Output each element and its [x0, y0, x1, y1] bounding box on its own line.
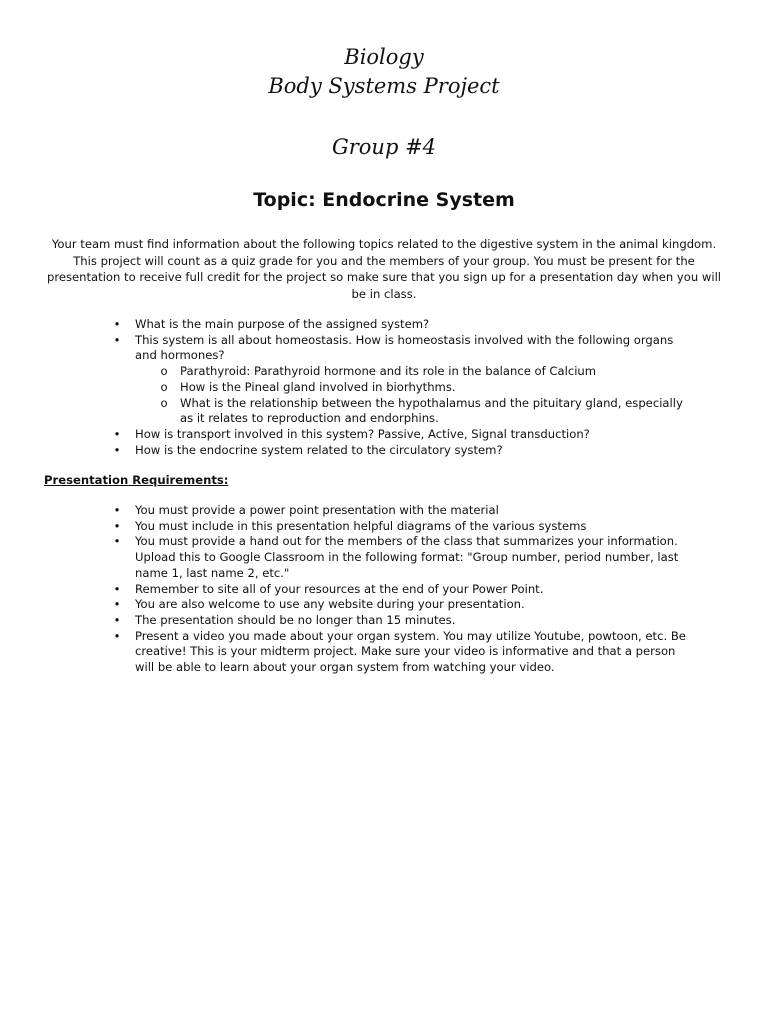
list-item [113, 332, 695, 427]
list-item [113, 628, 695, 676]
course-title: Biology [344, 45, 424, 69]
sub-question-text: How is the Pineal gland involved in biorhythms. [180, 379, 456, 394]
list-item [113, 597, 695, 613]
question-text: What is the main purpose of the assigned system? [135, 317, 430, 331]
list-item [113, 426, 695, 443]
topic-heading: Topic: Endocrine System [253, 189, 515, 211]
list-item [113, 317, 695, 333]
bullet-icon: • [113, 442, 121, 457]
hollow-bullet-icon: o [160, 379, 168, 394]
bullet-icon: • [113, 534, 121, 549]
homeostasis-sublist [160, 364, 695, 427]
bullet-icon: • [113, 581, 121, 596]
requirement-text: Remember to site all of your resources at the end of your Power Point. [135, 581, 544, 596]
bullet-icon: • [113, 612, 121, 627]
sub-question-text: Parathyroid: Parathyroid hormone and its role in the balance of Calcium [180, 364, 597, 379]
list-item [113, 518, 695, 535]
requirement-text: Present a video you made about your organ system. You may utilize Youtube, powtoon, etc. Be creative! This is your midterm project. Make sure your video is informative and that a person will be able to learn about your organ system from watching your video. [135, 628, 686, 675]
sub-list-item [160, 364, 695, 380]
question-list [113, 317, 695, 458]
bullet-icon: • [113, 518, 121, 533]
bullet-icon: • [113, 503, 121, 517]
bullet-icon: • [113, 597, 121, 612]
requirement-text: You are also welcome to use any website during your presentation. [135, 597, 525, 612]
sub-question-text: What is the relationship between the hypothalamus and the pituitary gland, especially as it relates to reproduction and endorphins. [180, 395, 683, 426]
sub-list-item [160, 395, 695, 427]
bullet-icon: • [113, 317, 121, 331]
intro-paragraph [44, 236, 724, 302]
requirement-text: You must include in this presentation helpful diagrams of the various systems [135, 518, 587, 533]
bullet-icon: • [113, 332, 121, 347]
group-number: Group #4 [331, 135, 437, 159]
question-text: This system is all about homeostasis. How is homeostasis involved with the following organs and hormones? [135, 332, 674, 363]
bullet-icon: • [113, 426, 121, 441]
list-item [113, 581, 695, 598]
list-item [113, 503, 695, 519]
bullet-icon: • [113, 628, 121, 643]
hollow-bullet-icon: o [160, 364, 168, 379]
list-item [113, 442, 695, 459]
requirement-text: The presentation should be no longer than 15 minutes. [135, 612, 456, 627]
intro-text: Your team must find information about the following topics related to the digestive system in the animal kingdom. This project will count as a quiz grade for you and the members of your group. You must be present for the presentation to receive full credit for the project so make sure that you sign up for a presentation day when you will be in class. [46, 237, 722, 301]
requirement-text: You must provide a hand out for the members of the class that summarizes your information. Upload this to Google Classroom in the following format: "Group number, period number, last name 1, last name 2, etc." [135, 534, 679, 580]
list-item [113, 534, 695, 581]
requirement-text: You must provide a power point presentation with the material [135, 503, 499, 517]
requirements-list [113, 503, 695, 676]
question-text: How is transport involved in this system? Passive, Active, Signal transduction? [135, 426, 590, 441]
project-title: Body Systems Project [268, 74, 500, 98]
list-item [113, 612, 695, 629]
sub-list-item [160, 379, 695, 396]
question-text: How is the endocrine system related to the circulatory system? [135, 442, 503, 457]
requirements-heading: Presentation Requirements: [44, 473, 229, 487]
hollow-bullet-icon: o [160, 395, 168, 410]
